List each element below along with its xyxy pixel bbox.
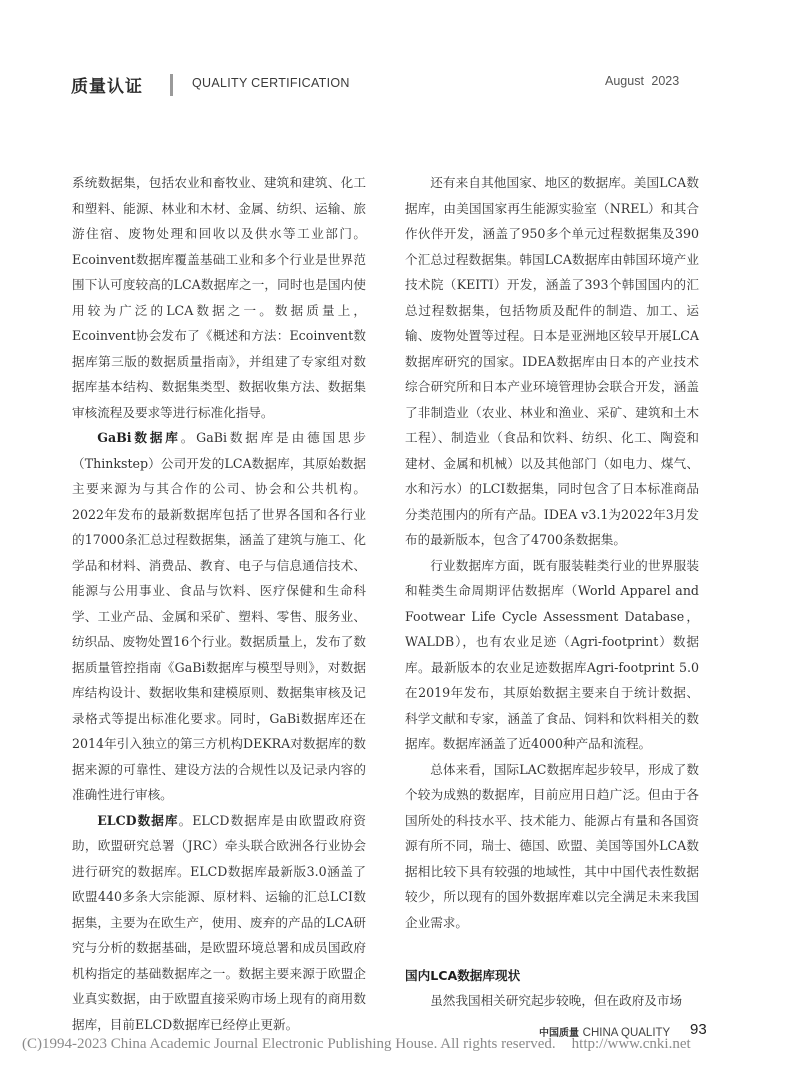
cnki-link[interactable]: http://www.cnki.net (571, 1036, 691, 1052)
paragraph-domestic: 虽然我国相关研究起步较晚，但在政府及市场 (430, 993, 683, 1008)
paragraph-elcd (72, 808, 366, 1038)
paragraph-ecoinvent: 系统数据集，包括农业和畜牧业、建筑和建筑、化工和塑料、能源、林业和木材、金属、纺织、运输、旅游住宿、废物处理和回收以及供水等工业部门。Ecoinvent数据库覆盖基础工业和多个行业是世界范围下认可度较高的LCA数据库之一，同时也是国内使用较为广泛的LCA数据之一。数据质量上，Ecoinvent协会发布了《概述和方法：Ecoinvent数据库第三版的数据质量指南》，并组建了专家组对数据库基本结构、数据集类型、数据收集方法、数据集审核流程及要求等进行标准化指导。 (72, 175, 366, 420)
left-column (72, 170, 366, 1037)
elcd-body: 。ELCD数据库是由欧盟政府资助，欧盟研究总署（JRC）牵头联合欧洲各行业协会进行研究的数据库。ELCD数据库最新版3.0涵盖了欧盟440多条大宗能源、原材料、运输的汇总LCI数据集，主要为在欧生产，使用、废弃的产品的LCA研究与分析的数据基础，是欧盟环境总署和成员国政府机构指定的基础数据库之一。数据主要来源于欧盟企业真实数据，由于欧盟直接采购市场上现有的商用数据库，目前ELCD数据库已经停止更新。 (72, 812, 366, 1032)
footer-brand-en: CHINA QUALITY (582, 1027, 671, 1039)
section-heading: 国内LCA数据库现状 (405, 968, 521, 983)
header-divider (170, 74, 173, 96)
paragraph-gabi (72, 425, 366, 808)
right-column (405, 170, 699, 1014)
journal-section-title: 质量认证 (71, 77, 143, 97)
elcd-lead-term: ELCD数据库 (97, 812, 179, 828)
issue-date: August 2023 (605, 74, 680, 88)
page-header (71, 72, 731, 100)
paragraph-industry-databases: 行业数据库方面，既有服装鞋类行业的世界服装和鞋类生命周期评估数据库（World Apparel and Footwear Life Cycle Assessment Database，WALDB），也有农业足迹（Agri-footprint）数据库。最新版本的农业足迹数据库Agri-footprint 5.0在2019年发布，其原始数据主要来自于统计数据、科学文献和专家，涵盖了食品、饲料和饮料相关的数据库。数据库涵盖了近4000种产品和流程。 (405, 557, 699, 751)
journal-section-subtitle: QUALITY CERTIFICATION (192, 76, 350, 90)
paragraph-other-countries: 还有来自其他国家、地区的数据库。美国LCA数据库，由美国国家再生能源实验室（NREL）和其合作伙伴开发，涵盖了950多个单元过程数据集及390个汇总过程数据集。韩国LCA数据库由韩国环境产业技术院（KEITI）开发，涵盖了393个韩国国内的汇总过程数据集，包括物质及配件的制造、加工、运输、废物处置等过程。日本是亚洲地区较早开展LCA数据库研究的国家。IDEA数据库由日本的产业技术综合研究所和日本产业环境管理协会联合开发，涵盖了非制造业（农业、林业和渔业、采矿、建筑和土木工程）、制造业（食品和饮料、纺织、化工、陶瓷和建材、金属和机械）以及其他部门（如电力、煤气、水和污水）的LCI数据集，同时包含了日本标准商品分类范围内的所有产品。IDEA v3.1为2022年3月发布的最新版本，包含了4700条数据集。 (405, 175, 699, 547)
gabi-lead-term: GaBi数据库 (97, 430, 181, 445)
copyright-notice (22, 1036, 691, 1053)
gabi-body: 。GaBi数据库是由德国思步（Thinkstep）公司开发的LCA数据库，其原始数据主要来源为与其合作的公司、协会和公共机构。2022年发布的最新数据库包括了世界各国和各行业的17000条汇总过程数据集，涵盖了建筑与施工、化学品和材料、消费品、教育、电子与信息通信技术、能源与公用事业、食品与饮料、医疗保健和生命科学、工业产品、金属和采矿、塑料、零售、服务业、纺织品、废物处置16个行业。数据质量上，发布了数据质量管控指南《GaBi数据库与模型导则》，对数据库结构设计、数据收集和建模原则、数据集审核及记录格式等提出标准化要求。同时，GaBi数据库还在2014年引入独立的第三方机构DEKRA对数据库的数据来源的可靠性、建设方法的合规性以及记录内容的准确性进行审核。 (72, 430, 366, 802)
footer-brand-cn: 中国质量 (539, 1028, 579, 1039)
paragraph-summary: 总体来看，国际LAC数据库起步较早，形成了数个较为成熟的数据库，目前应用日趋广泛。但由于各国所处的科技水平、技术能力、能源占有量和各国资源有所不同，瑞士、德国、欧盟、美国等国外LCA数据相比较下具有较强的地域性，其中中国代表性数据较少，所以现有的国外数据库难以完全满足未来我国企业需求。 (405, 761, 699, 930)
copyright-text: (C)1994-2023 China Academic Journal Electronic Publishing House. All rights reserved. (22, 1036, 556, 1052)
page-number: 93 (690, 1021, 707, 1038)
